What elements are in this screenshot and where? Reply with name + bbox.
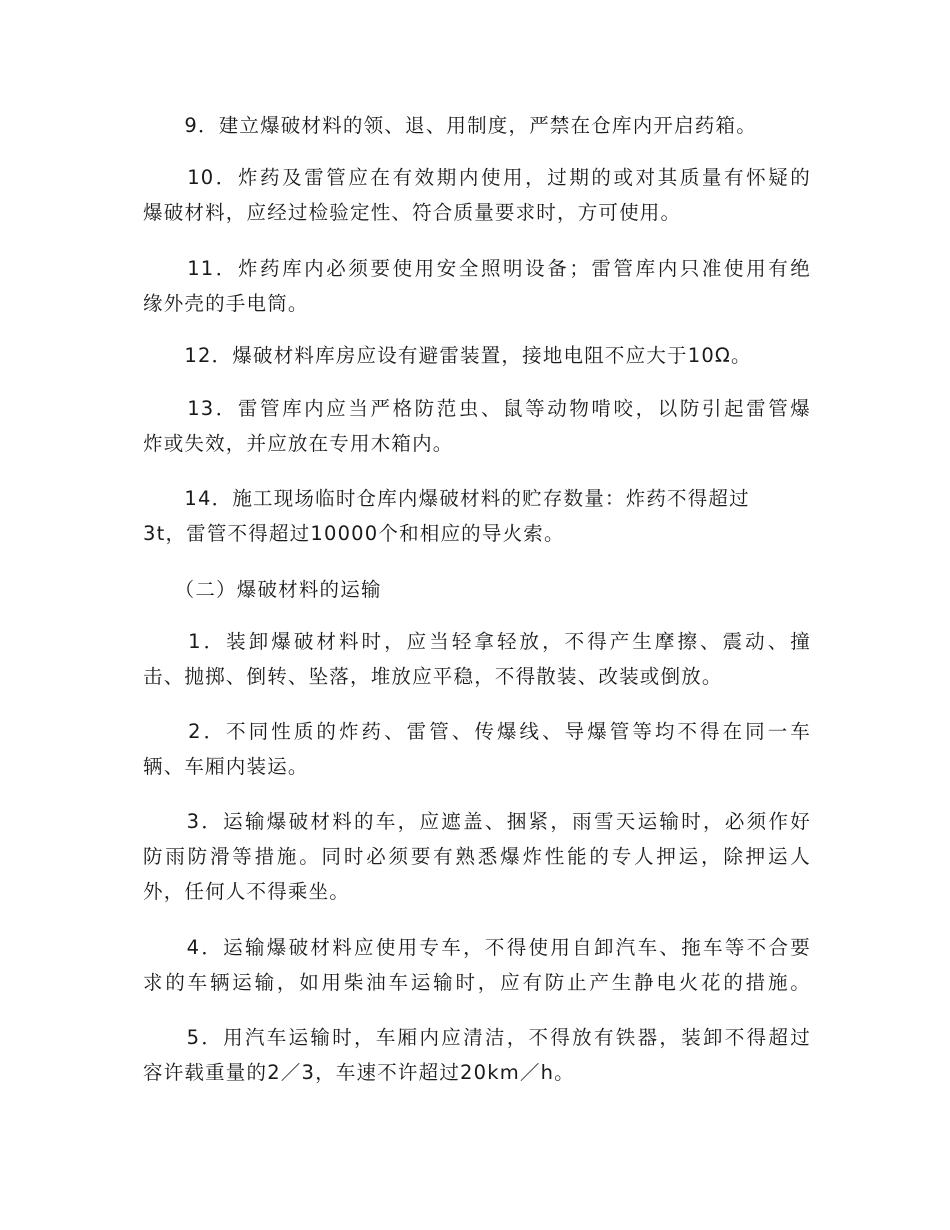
text-line: 求的车辆运输，如用柴油车运输时，应有防止产生静电火花的措施。 xyxy=(143,971,811,994)
text-line: 11．炸药库内必须要使用安全照明设备；雷管库内只准使用有绝 xyxy=(143,257,811,280)
text-line: 容许载重量的2／3，车速不许超过20km／h。 xyxy=(143,1061,575,1084)
text-line: 炸或失效，并应放在专用木箱内。 xyxy=(143,432,454,455)
text-line: 3．运输爆破材料的车，应遮盖、捆紧，雨雪天运输时，必须作好 xyxy=(143,810,811,833)
text-line: 2．不同性质的炸药、雷管、传爆线、导爆管等均不得在同一车 xyxy=(143,720,811,743)
text-line: 爆破材料，应经过检验定性、符合质量要求时，方可使用。 xyxy=(143,201,682,224)
paragraph-item-1 xyxy=(143,627,811,692)
paragraph-item-14 xyxy=(143,484,811,549)
paragraph-item-3 xyxy=(143,807,811,907)
paragraph-item-5 xyxy=(143,1023,811,1088)
paragraph-item-9 xyxy=(143,111,811,141)
paragraph-item-11 xyxy=(143,254,811,319)
text-line: （二）爆破材料的运输 xyxy=(143,578,382,601)
paragraph-item-10 xyxy=(143,163,811,228)
text-line: 4．运输爆破材料应使用专车，不得使用自卸汽车、拖车等不合要 xyxy=(143,936,811,959)
text-line: 击、抛掷、倒转、坠落，堆放应平稳，不得散装、改装或倒放。 xyxy=(143,665,723,688)
text-line: 外，任何人不得乘坐。 xyxy=(143,880,351,903)
text-line: 缘外壳的手电筒。 xyxy=(143,292,309,315)
text-line: 5．用汽车运输时，车厢内应清洁，不得放有铁器，装卸不得超过 xyxy=(143,1026,811,1049)
text-line: 辆、车厢内装运。 xyxy=(143,755,309,778)
paragraph-item-2 xyxy=(143,717,811,782)
paragraph-item-13 xyxy=(143,394,811,459)
text-line: 3t，雷管不得超过10000个和相应的导火索。 xyxy=(143,522,565,545)
section-heading xyxy=(143,575,811,605)
text-line: 防雨防滑等措施。同时必须要有熟悉爆炸性能的专人押运，除押运人 xyxy=(143,845,811,868)
text-line: 13．雷管库内应当严格防范虫、鼠等动物啃咬，以防引起雷管爆 xyxy=(143,397,811,420)
text-line: 12．爆破材料库房应设有避雷装置，接地电阻不应大于10Ω。 xyxy=(143,344,752,367)
text-line: 1．装卸爆破材料时，应当轻拿轻放，不得产生摩擦、震动、撞 xyxy=(143,630,811,653)
text-line: 14．施工现场临时仓库内爆破材料的贮存数量：炸药不得超过 xyxy=(143,487,750,510)
paragraph-item-4 xyxy=(143,933,811,998)
text-line: 10．炸药及雷管应在有效期内使用，过期的或对其质量有怀疑的 xyxy=(143,166,811,189)
paragraph-item-12 xyxy=(143,341,811,371)
text-line: 9．建立爆破材料的领、退、用制度，严禁在仓库内开启药箱。 xyxy=(143,114,757,137)
